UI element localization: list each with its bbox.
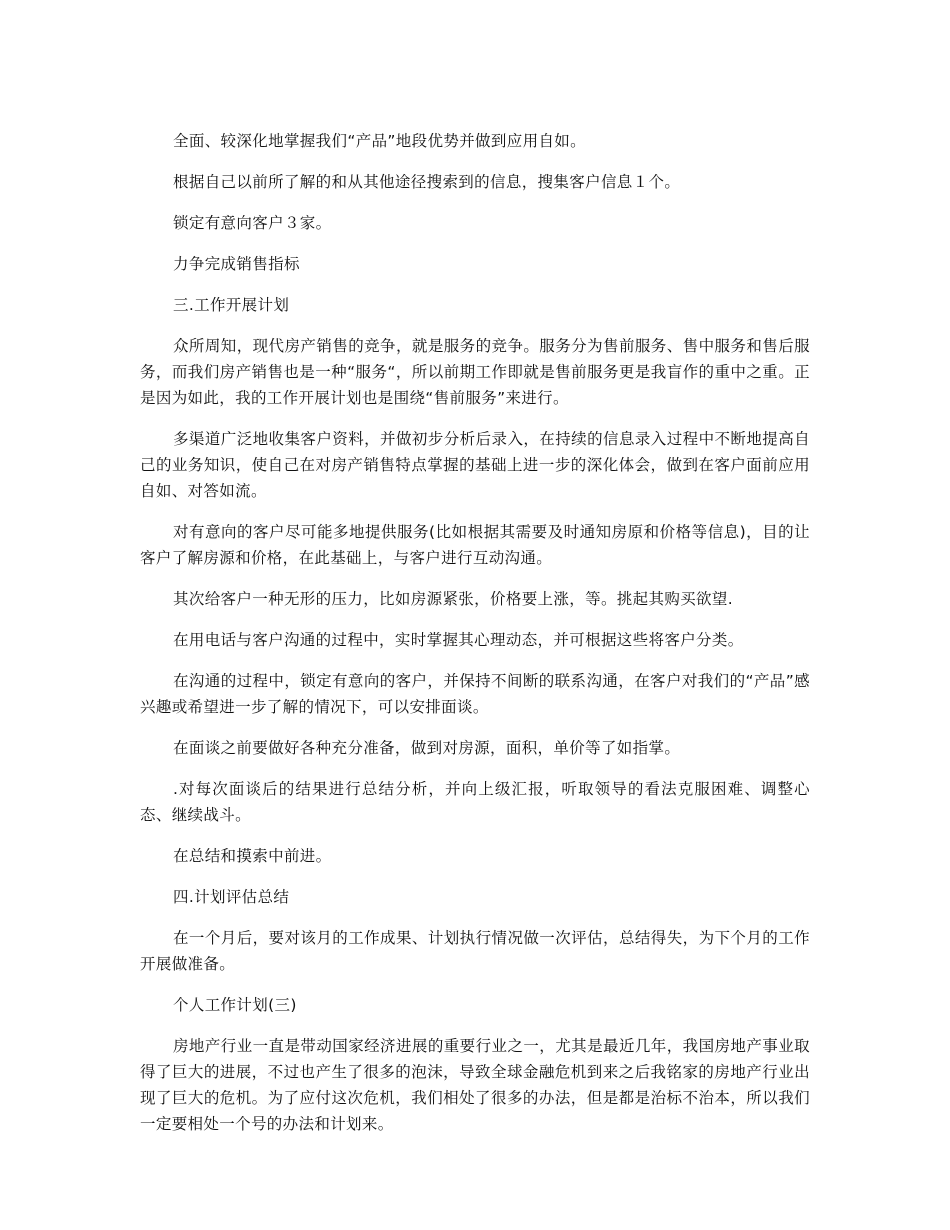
document-body: [140, 128, 810, 1152]
paragraph: 对有意向的客户尽可能多地提供服务(比如根据其需要及时通知房原和价格等信息)，目的让客户了解房源和价格，在此基础上，与客户进行互动沟通。: [140, 523, 810, 567]
paragraph: 锁定有意向客户３家。: [173, 214, 332, 232]
paragraph: 多渠道广泛地收集客户资料，并做初步分析后录入，在持续的信息录入过程中不断地提高自己的业务知识，使自己在对房产销售特点掌握的基础上进一步的深化体会，做到在客户面前应用自如、对答如流。: [140, 430, 810, 500]
section-heading: 三.工作开展计划: [173, 296, 290, 314]
section-heading: 四.计划评估总结: [173, 888, 290, 906]
paragraph: 力争完成销售指标: [173, 255, 300, 273]
paragraph: 在面谈之前要做好各种充分准备，做到对房源，面积，单价等了如指掌。: [173, 739, 681, 757]
section-heading: 个人工作计划(三): [173, 996, 297, 1014]
paragraph: .对每次面谈后的结果进行总结分析，并向上级汇报，听取领导的看法克服困难、调整心态、继续战斗。: [140, 780, 810, 824]
paragraph: 房地产行业一直是带动国家经济进展的重要行业之一，尤其是最近几年，我国房地产事业取得了巨大的进展，不过也产生了很多的泡沫，导致全球金融危机到来之后我铭家的房地产行业出现了巨大的危机。为了应付这次危机，我们相处了很多的办法，但是都是治标不治本，所以我们一定要相处一个号的办法和计划来。: [140, 1037, 810, 1133]
paragraph: 在一个月后，要对该月的工作成果、计划执行情况做一次评估，总结得失，为下个月的工作开展做准备。: [140, 929, 810, 973]
paragraph: 在总结和摸索中前进。: [173, 847, 332, 865]
paragraph: 根据自己以前所了解的和从其他途径搜索到的信息，搜集客户信息１个。: [173, 173, 681, 191]
paragraph: 其次给客户一种无形的压力，比如房源紧张，价格要上涨，等。挑起其购买欲望.: [173, 590, 734, 608]
paragraph: 在用电话与客户沟通的过程中，实时掌握其心理动态，并可根据这些将客户分类。: [173, 631, 744, 649]
paragraph: 众所周知，现代房产销售的竞争，就是服务的竞争。服务分为售前服务、售中服务和售后服务，而我们房产销售也是一种“服务“，所以前期工作即就是售前服务更是我盲作的重中之重。正是因为如此，我的工作开展计划也是围绕“售前服务”来进行。: [140, 337, 810, 407]
paragraph: 全面、较深化地掌握我们“产品”地段优势并做到应用自如。: [173, 132, 587, 150]
paragraph: 在沟通的过程中，锁定有意向的客户，并保持不间断的联系沟通，在客户对我们的“产品”感兴趣或希望进一步了解的情况下，可以安排面谈。: [140, 672, 810, 716]
